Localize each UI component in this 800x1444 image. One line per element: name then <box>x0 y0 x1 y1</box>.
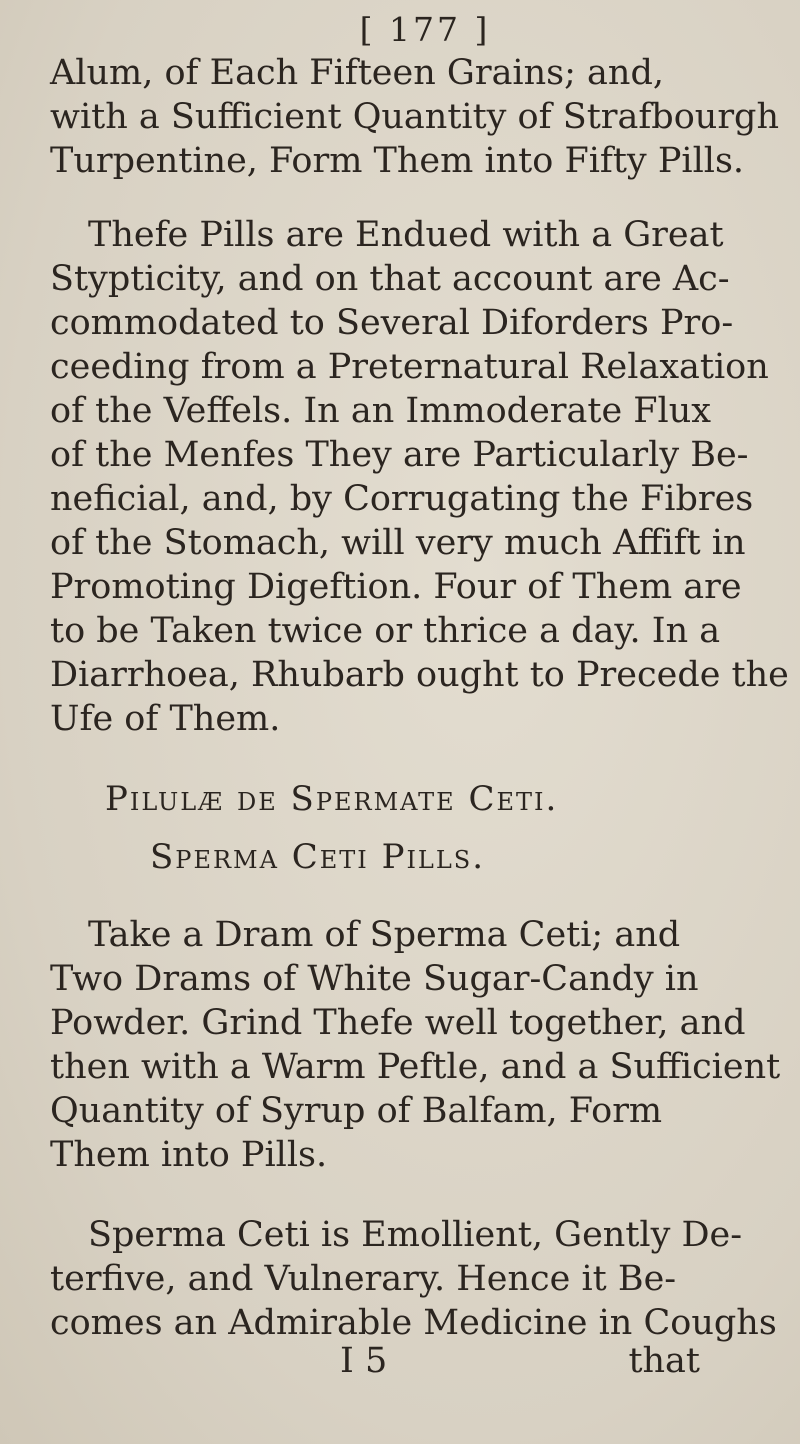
text-line: Sperma Ceti is Emollient, Gently De- <box>88 1215 743 1255</box>
recipe-subheading: Sperma Ceti Pills. <box>150 837 486 877</box>
catchline <box>50 1339 760 1383</box>
text-line: of the Stomach, will very much Affift in <box>50 523 746 563</box>
text-line: Them into Pills. <box>50 1135 328 1175</box>
text-line: with a Sufficient Quantity of Strafbourgh <box>50 97 780 137</box>
page-number: [ 177 ] <box>359 10 491 49</box>
recipe-heading: Pilulæ de Spermate Ceti. <box>105 779 559 819</box>
text-line: Quantity of Syrup of Balfam, Form <box>50 1091 663 1131</box>
paragraph-1 <box>50 51 780 183</box>
text-line: Promoting Digeftion. Four of Them are <box>50 567 742 607</box>
text-line: Thefe Pills are Endued with a Great <box>88 215 724 255</box>
text-line: Turpentine, Form Them into Fifty Pills. <box>50 141 745 181</box>
text-line: then with a Warm Peftle, and a Sufficient <box>50 1047 781 1087</box>
text-line: to be Taken twice or thrice a day. In a <box>50 611 721 651</box>
text-line: of the Menfes They are Particularly Be- <box>50 435 749 475</box>
text-line: of the Veffels. In an Immoderate Flux <box>50 391 712 431</box>
text-line: Diarrhoea, Rhubarb ought to Precede the <box>50 655 789 695</box>
catchword: that <box>628 1341 700 1381</box>
text-line: Stypticity, and on that account are Ac- <box>50 259 730 299</box>
signature-mark: I 5 <box>340 1341 388 1381</box>
text-line: terfive, and Vulnerary. Hence it Be- <box>50 1259 677 1299</box>
text-line: Ufe of Them. <box>50 699 281 739</box>
text-line: Two Drams of White Sugar-Candy in <box>50 959 699 999</box>
paragraph-2 <box>50 213 789 741</box>
text-line: comes an Admirable Medicine in Coughs <box>50 1303 777 1343</box>
paragraph-3 <box>50 913 781 1177</box>
text-line: ceeding from a Preternatural Relaxation <box>50 347 769 387</box>
text-line: neficial, and, by Corrugating the Fibres <box>50 479 754 519</box>
text-line: Alum, of Each Fifteen Grains; and, <box>50 53 664 93</box>
paragraph-4 <box>50 1213 777 1345</box>
text-line: Take a Dram of Sperma Ceti; and <box>88 915 681 955</box>
text-line: Powder. Grind Thefe well together, and <box>50 1003 746 1043</box>
text-line: commodated to Several Diforders Pro- <box>50 303 734 343</box>
